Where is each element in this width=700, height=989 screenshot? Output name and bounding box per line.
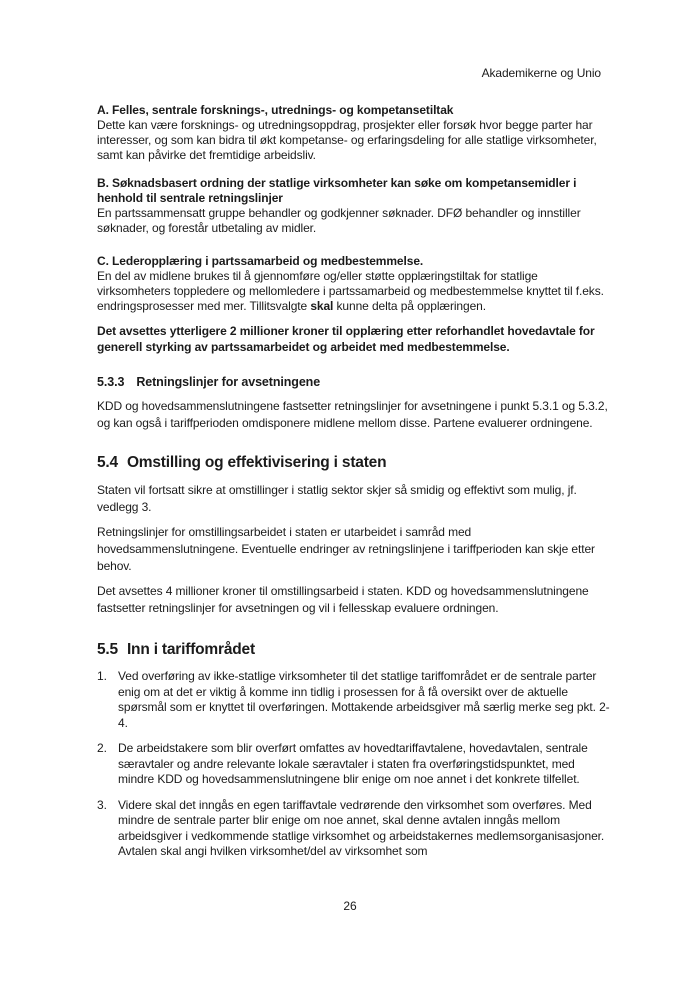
list-item-text: Videre skal det inngås en egen tariffavtale vedrørende den virksomhet som overføres. Med mindre de sentrale parter blir enige om noe annet, skal denne avtalen inngås mellom arbeidsgiver i vedkommende statlige virksomhet og arbeidstakernes medlemsorganisasjoner. Avtalen skal angi hvilken virksomhet/del av virksomhet som <box>118 797 605 858</box>
list-item-number: 1. <box>97 669 107 683</box>
section-5-3-3-body: KDD og hovedsammenslutningene fastsetter retningslinjer for avsetningene i punkt 5.3.1 og 5.3.2, og kan også i tariffperioden omdisponere midlene mellom disse. Partene evaluerer ordningene. <box>97 399 608 430</box>
section-5-5 <box>97 640 614 860</box>
section-5-4-paragraph-1: Staten vil fortsatt sikre at omstillinger i statlig sektor skjer så smidig og effektivt som mulig, jf. vedlegg 3. <box>97 483 577 514</box>
section-5-3-3-number: 5.3.3 <box>97 375 125 389</box>
page-number: 26 <box>343 899 357 913</box>
list-item-text: De arbeidstakere som blir overført omfattes av hovedtariffavtalene, hovedavtalen, sentrale særavtaler og andre relevante lokale særavtaler i staten fra overføringstidspunktet, med mindre KDD og hovedsammenslutningene blir enige om noe annet i det konkrete tilfellet. <box>118 741 588 786</box>
section-5-4-paragraph-3: Det avsettes 4 millioner kroner til omstillingsarbeid i staten. KDD og hovedsammenslutningene fastsetter retningslinjer for avsetningen og vil i fellesskap evaluere ordningen. <box>97 584 589 615</box>
section-b <box>97 176 614 236</box>
section-c-body-pre: En del av midlene brukes til å gjennomføre og/eller støtte opplæringstiltak for statlige virksomheters toppledere og mellomledere i partssamarbeid og medbestemmelse knyttet til f.eks. endringsprosesser med mer. Tillitsvalgte <box>97 269 604 313</box>
section-5-4-paragraph-2: Retningslinjer for omstillingsarbeidet i staten er utarbeidet i samråd med hovedsammenslutningene. Eventuelle endringer av retningslinjene i tariffperioden kan skje etter behov. <box>97 525 595 573</box>
list-item <box>97 669 614 731</box>
list-item-number: 2. <box>97 741 107 755</box>
section-c <box>97 254 614 314</box>
section-a-body: Dette kan være forsknings- og utredningsoppdrag, prosjekter eller forsøk hvor begge parter har interesser, og som kan bidra til økt kompetanse- og erfaringsdeling for alle statlige virksomheter, samt kan påvirke det fremtidige arbeidsliv. <box>97 118 597 162</box>
numbered-list <box>97 669 614 860</box>
page-header-parties: Akademikerne og Unio <box>481 66 601 80</box>
section-5-5-number: 5.5 <box>97 641 118 658</box>
list-item-text: Ved overføring av ikke-statlige virksomheter til det statlige tariffområdet er de sentrale parter enig om at det er viktig å komme inn tidlig i prosessen for å få oversikt over de aktuelle spørsmål som er knyttet til overføringen. Mottakende arbeidsgiver må særlig merke seg pkt. 2-4. <box>118 669 610 730</box>
section-5-4 <box>97 453 614 617</box>
section-c-body-bold-word: skal <box>310 299 334 313</box>
section-5-3-3-heading <box>97 375 614 390</box>
section-5-4-heading <box>97 453 614 472</box>
section-5-3-3-title: Retningslinjer for avsetningene <box>136 375 321 389</box>
section-5-4-number: 5.4 <box>97 454 118 471</box>
section-c-body-post: kunne delta på opplæringen. <box>333 299 486 313</box>
section-5-5-heading <box>97 640 614 659</box>
section-c-heading: C. Lederopplæring i partssamarbeid og medbestemmelse. <box>97 254 424 268</box>
list-item-number: 3. <box>97 797 107 812</box>
section-b-heading: B. Søknadsbasert ordning der statlige virksomheter kan søke om kompetansemidler i henhold til sentrale retningslinjer <box>97 176 577 205</box>
section-b-body: En partssammensatt gruppe behandler og godkjenner søknader. DFØ behandler og innstiller søknader, og forestår utbetaling av midler. <box>97 206 581 235</box>
section-a-heading: A. Felles, sentrale forsknings-, utrednings- og kompetansetiltak <box>97 103 454 117</box>
section-5-3-3 <box>97 375 614 432</box>
section-c-body <box>97 269 614 314</box>
document-content <box>97 103 614 870</box>
allocation-emphasis-paragraph: Det avsettes ytterligere 2 millioner kroner til opplæring etter reforhandlet hovedavtale for generell styrking av partssamarbeidet og arbeidet med medbestemmelse. <box>97 324 595 354</box>
section-a <box>97 103 614 163</box>
section-5-5-title: Inn i tariffområdet <box>126 641 255 658</box>
list-item <box>97 741 614 788</box>
section-5-4-title: Omstilling og effektivisering i staten <box>126 454 387 471</box>
list-item <box>97 798 614 860</box>
